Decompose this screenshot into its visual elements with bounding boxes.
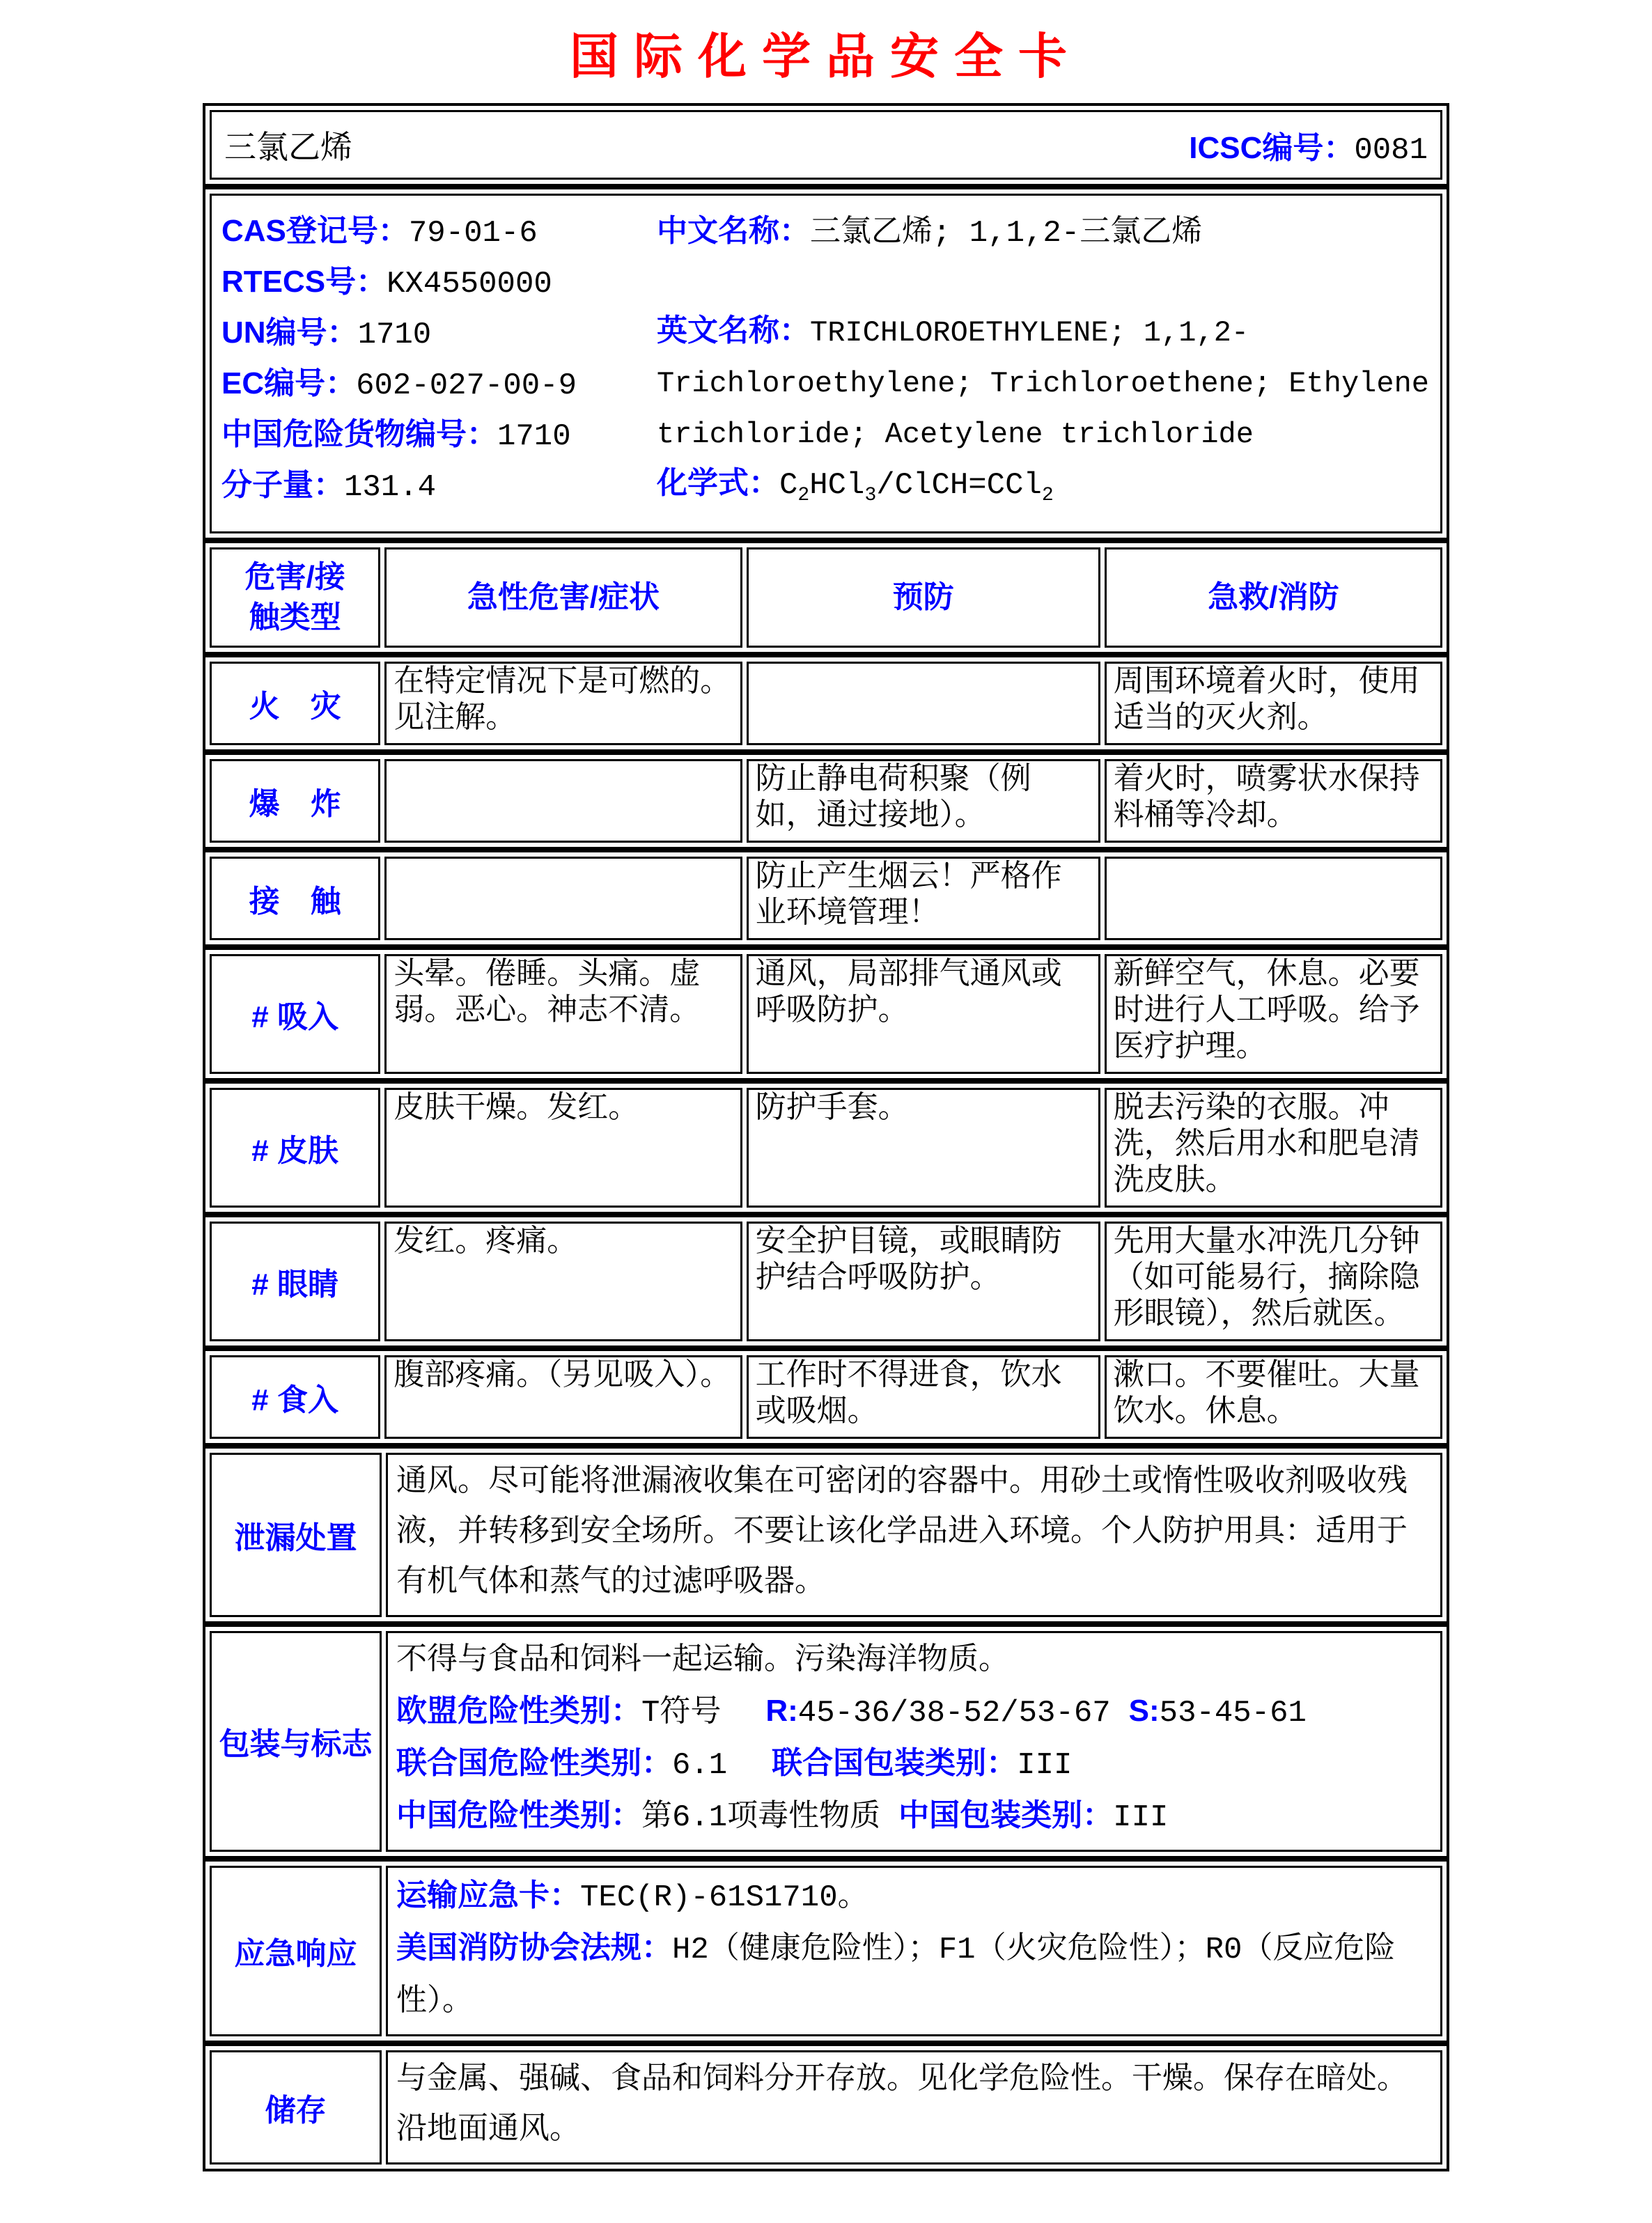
chinese-name-label: 中文名称： [657, 214, 810, 248]
exposure-symptoms-cell [384, 857, 742, 940]
chinese-name-row [657, 207, 1431, 258]
cas-number-value: 79-01-6 [408, 216, 538, 251]
ingestion-firstaid-cell: 漱口。不要催吐。大量饮水。休息。 [1105, 1355, 1442, 1439]
fire-symptoms-cell: 在特定情况下是可燃的。见注解。 [384, 662, 742, 745]
emergency-content-cell [386, 1866, 1442, 2036]
icsc-card [203, 103, 1449, 2171]
chemical-formula-row [657, 459, 1431, 520]
transport-emergency-card: 运输应急卡：TEC(R)-61S1710。 [396, 1878, 868, 1915]
row-label-exposure: 接 触 [210, 857, 380, 940]
skin-firstaid-cell: 脱去污染的衣服。冲洗，然后用水和肥皂清洗皮肤。 [1105, 1088, 1442, 1208]
un-number-value: 1710 [357, 318, 432, 352]
explosion-symptoms-cell [384, 759, 742, 843]
hazard-row-exposure [203, 850, 1449, 947]
chemical-formula-label: 化学式： [657, 466, 779, 500]
row-label-eyes: # 眼睛 [210, 1222, 380, 1341]
molecular-weight-value: 131.4 [344, 470, 437, 505]
s-phrases-value: 53-45-61 [1159, 1695, 1307, 1731]
rtecs-number-value: KX4550000 [387, 267, 552, 302]
fire-firstaid-cell: 周围环境着火时，使用适当的灭火剂。 [1105, 662, 1442, 745]
identifiers-section [203, 187, 1449, 540]
nfpa-code: 美国消防协会法规：H2（健康危险性）；F1（火灾危险性）；R0（反应危险性）。 [396, 1930, 1396, 2020]
exposure-firstaid-cell [1105, 857, 1442, 940]
spillage-label-cell: 泄漏处置 [210, 1453, 382, 1617]
skin-symptoms-cell: 皮肤干燥。发红。 [384, 1088, 742, 1208]
icsc-number [1189, 123, 1428, 168]
eyes-symptoms-cell: 发红。疼痛。 [384, 1222, 742, 1341]
hazard-row-eyes [203, 1215, 1449, 1348]
cas-number-label: CAS登记号： [221, 214, 409, 248]
molecular-weight-label: 分子量： [221, 468, 344, 502]
header-firstaid-firefighting: 急救/消防 [1105, 547, 1442, 648]
row-label-skin: # 皮肤 [210, 1088, 380, 1208]
packaging-content-cell [386, 1631, 1442, 1852]
hazard-row-ingestion [203, 1348, 1449, 1446]
fire-prevention-cell [747, 662, 1100, 745]
storage-label-cell: 储存 [210, 2050, 382, 2164]
hazard-row-explosion [203, 752, 1449, 850]
packaging-eu-classification: 欧盟危险性类别：T符号 R:45-36/38-52/53-67 S:53-45-61 [396, 1693, 1307, 1731]
r-phrases-value: 45-36/38-52/53-67 [797, 1695, 1111, 1731]
identifiers-left-column [221, 207, 657, 520]
identifiers-right-column [657, 207, 1431, 520]
english-name-row [657, 306, 1431, 459]
emergency-label-cell: 应急响应 [210, 1866, 382, 2036]
ingestion-prevention-cell: 工作时不得进食，饮水或吸烟。 [747, 1355, 1100, 1439]
spillage-section [203, 1446, 1449, 1624]
header-prevention: 预防 [747, 547, 1100, 648]
inhalation-prevention-cell: 通风，局部排气通风或呼吸防护。 [747, 954, 1100, 1074]
eyes-prevention-cell: 安全护目镜，或眼睛防护结合呼吸防护。 [747, 1222, 1100, 1341]
packaging-un-classification: 联合国危险性类别：6.1 联合国包装类别：III [396, 1745, 1073, 1783]
row-label-inhalation: # 吸入 [210, 954, 380, 1074]
r-phrases-label: R: [765, 1693, 798, 1728]
spillage-content-cell: 通风。尽可能将泄漏液收集在可密闭的容器中。用砂土或惰性吸收剂吸收残液，并转移到安全场所。不要让该化学品进入环境。个人防护用具：适用于有机气体和蒸气的过滤呼吸器。 [386, 1453, 1442, 1617]
molecular-weight-row [221, 461, 657, 512]
page-title: 国际化学品安全卡 [570, 29, 1082, 84]
header-acute-symptoms: 急性危害/症状 [384, 547, 742, 648]
row-label-fire: 火 灾 [210, 662, 380, 745]
s-phrases-label: S: [1128, 1693, 1160, 1728]
inhalation-firstaid-cell: 新鲜空气，休息。必要时进行人工呼吸。给予医疗护理。 [1105, 954, 1442, 1074]
row-label-ingestion: # 食入 [210, 1355, 380, 1439]
eyes-firstaid-cell: 先用大量水冲洗几分钟（如可能易行，摘除隐形眼镜），然后就医。 [1105, 1222, 1442, 1341]
packaging-transport-note: 不得与食品和饲料一起运输。污染海洋物质。 [396, 1643, 1009, 1678]
explosion-firstaid-cell: 着火时，喷雾状水保持料桶等冷却。 [1105, 759, 1442, 843]
hazard-row-inhalation [203, 947, 1449, 1081]
hazard-row-fire [203, 655, 1449, 752]
skin-prevention-cell: 防护手套。 [747, 1088, 1100, 1208]
english-name-label: 英文名称： [657, 313, 810, 348]
ec-number-value: 602-027-00-9 [356, 368, 577, 403]
chemical-formula-value: $C_2HCl_3/ClCH=CCl_2$ [779, 468, 1054, 506]
header-hazard-type: 危害/接触类型 [210, 547, 380, 648]
packaging-section [203, 1624, 1449, 1859]
hazard-table-header [203, 540, 1449, 655]
substance-header-section [203, 103, 1449, 187]
inhalation-symptoms-cell: 头晕。倦睡。头痛。虚弱。恶心。神志不清。 [384, 954, 742, 1074]
english-name-value: TRICHLOROETHYLENE; 1,1,2-Trichloroethylene; Trichloroethene; Ethylene trichloride; Acetylene trichloride [657, 316, 1429, 451]
substance-name: 三氯乙烯 [224, 132, 352, 168]
storage-section [203, 2043, 1449, 2171]
packaging-label-cell: 包装与标志 [210, 1631, 382, 1852]
ingestion-symptoms-cell: 腹部疼痛。（另见吸入）。 [384, 1355, 742, 1439]
un-number-label: UN编号： [221, 315, 358, 350]
hazard-row-skin [203, 1081, 1449, 1215]
identifiers-cell [210, 194, 1442, 533]
icsc-number-value: 0081 [1354, 132, 1428, 168]
explosion-prevention-cell: 防止静电荷积聚（例如，通过接地）。 [747, 759, 1100, 843]
row-label-explosion: 爆 炸 [210, 759, 380, 843]
ec-number-label: EC编号： [221, 366, 357, 400]
chinese-name-value: 三氯乙烯; 1,1,2-三氯乙烯 [810, 216, 1203, 251]
substance-header-cell [210, 110, 1442, 180]
china-dg-number-value: 1710 [497, 419, 571, 454]
packaging-china-classification: 中国危险性类别：第6.1项毒性物质 中国包装类别：III [396, 1797, 1169, 1835]
ec-number-row [221, 359, 657, 410]
storage-content-cell: 与金属、强碱、食品和饲料分开存放。见化学危险性。干燥。保存在暗处。沿地面通风。 [386, 2050, 1442, 2164]
emergency-section [203, 1859, 1449, 2043]
china-dg-number-label: 中国危险货物编号： [221, 417, 497, 451]
rtecs-number-label: RTECS号： [221, 265, 387, 299]
un-number-row [221, 309, 657, 359]
exposure-prevention-cell: 防止产生烟云！严格作业环境管理！ [747, 857, 1100, 940]
cas-number-row [221, 207, 657, 258]
rtecs-number-row [221, 258, 657, 309]
icsc-number-label: ICSC编号： [1189, 130, 1355, 165]
china-dg-number-row [221, 410, 657, 461]
